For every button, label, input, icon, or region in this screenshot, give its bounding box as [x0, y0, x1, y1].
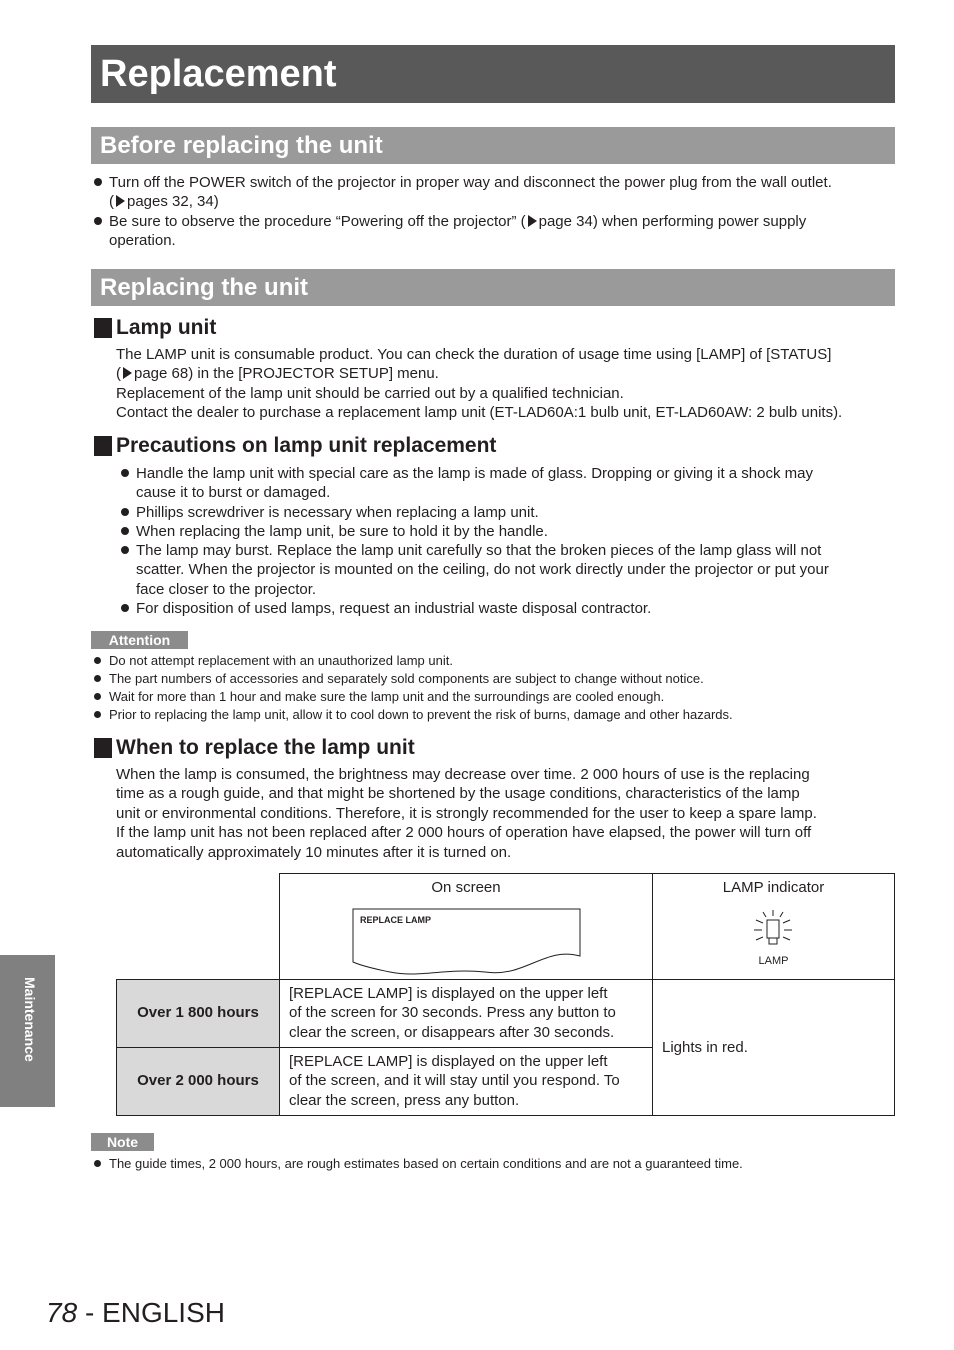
list-item-text: Turn off the POWER switch of the projector in proper way and disconnect the power plug from the wall outlet. — [109, 174, 832, 191]
bullet-icon — [94, 1160, 101, 1167]
bullet-icon — [94, 657, 101, 664]
section-heading: Before replacing the unit — [100, 132, 383, 159]
header-lamp-indicator: LAMP indicator LAMP — [652, 873, 895, 980]
screen-message: REPLACE LAMP — [360, 915, 432, 925]
page-reference: pages 32, 34) — [127, 193, 219, 211]
section-replacing-unit — [91, 269, 895, 306]
arrow-right-icon — [528, 215, 537, 227]
lamp-unit-paragraph: The LAMP unit is consumable product. You can check the duration of usage time using [LAMP] of [STATUS] ( page 68) in the [PROJECTOR SETUP] menu. Replacement of the lamp unit should be carried out by a qualified technician. Contact the dealer to purchase a replacement lamp unit (ET-LAD60A:1 bulb unit, ET-LAD60AW: 2 bulb units). — [116, 346, 843, 422]
table-cell-indicator-state: Lights in red. — [652, 979, 895, 1116]
lamp-replacement-table — [116, 873, 895, 1116]
bullet-icon — [121, 527, 129, 535]
bullet-icon — [94, 217, 102, 225]
bullet-icon — [94, 675, 101, 682]
section-before-replacing — [91, 127, 895, 164]
arrow-right-icon — [123, 367, 132, 379]
indicator-label: LAMP — [758, 955, 789, 967]
table-row-label: Over 2 000 hours — [116, 1047, 280, 1116]
bullet-icon — [94, 178, 102, 186]
side-tab-maintenance[interactable] — [0, 955, 55, 1107]
table-cell: [REPLACE LAMP] is displayed on the upper left of the screen for 30 seconds. Press any button to clear the screen, or disappears after 30 seconds. — [279, 979, 653, 1048]
header-on-screen: On screen REPLACE LAMP — [279, 873, 653, 980]
note-label: Note — [91, 1133, 154, 1151]
arrow-right-icon — [116, 195, 125, 207]
footer-language: - ENGLISH — [84, 1297, 225, 1328]
table-cell: [REPLACE LAMP] is displayed on the upper left of the screen, and it will stay until you respond. To clear the screen, press any button. — [279, 1047, 653, 1116]
page-number: 78 — [46, 1297, 78, 1328]
page-reference: page 68) in the [PROJECTOR SETUP] menu. — [134, 365, 439, 383]
bullet-icon — [121, 508, 129, 516]
lamp-indicator-icon — [749, 908, 799, 958]
page-reference: page 34) when performing power supply — [538, 213, 807, 230]
bullet-icon — [121, 604, 129, 612]
attention-label: Attention — [91, 631, 188, 649]
when-to-replace-paragraph: When the lamp is consumed, the brightness may decrease over time. 2 000 hours of use is the replacing time as a rough guide, and that might be shortened by the usage conditions, characteristics of the lamp unit or environmental conditions. Therefore, it is strongly recommended for the user to keep a spare lamp. If the lamp unit has not been replaced after 2 000 hours of operation have elapsed, the power will turn off automatically approximately 10 minutes after it is turned on. — [116, 766, 817, 861]
bullet-icon — [94, 711, 101, 718]
table-row-label: Over 1 800 hours — [116, 979, 280, 1048]
page-footer — [46, 1296, 225, 1330]
bullet-icon — [121, 546, 129, 554]
side-tab-label: Maintenance — [22, 977, 38, 1062]
square-marker-icon — [94, 318, 112, 338]
bullet-icon — [94, 693, 101, 700]
bullet-icon — [121, 469, 129, 477]
square-marker-icon — [94, 436, 112, 456]
square-marker-icon — [94, 738, 112, 758]
page-title-bar — [91, 45, 895, 103]
section-heading: Replacing the unit — [100, 274, 309, 301]
page-title: Replacement — [100, 53, 337, 95]
